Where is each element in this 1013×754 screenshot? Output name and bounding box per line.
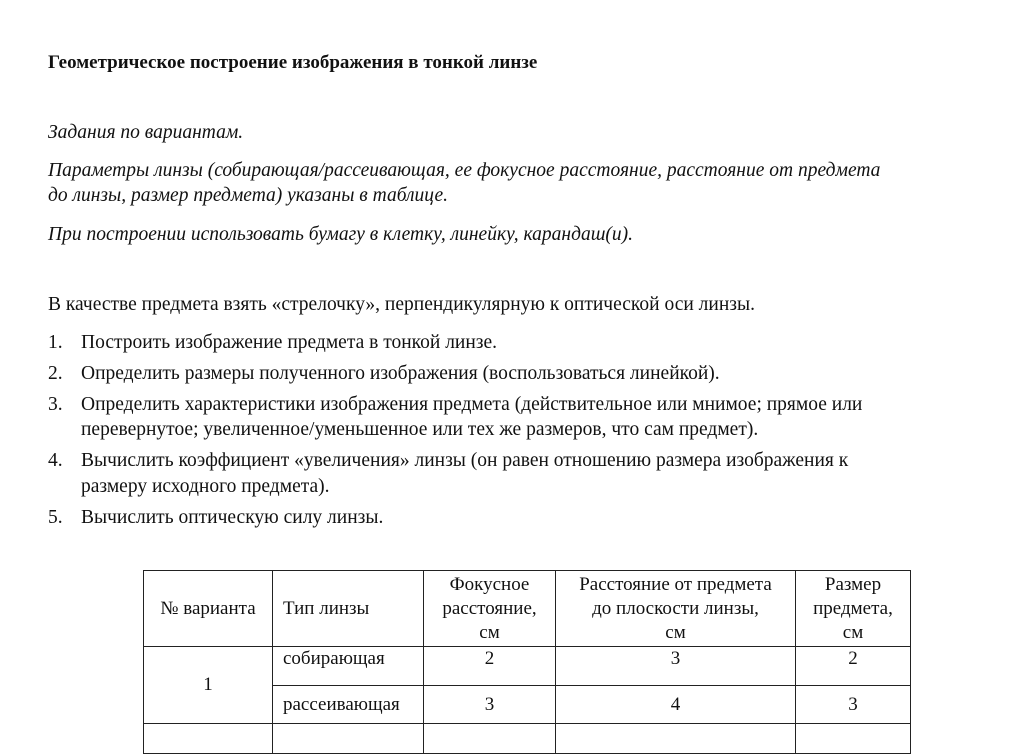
- list-number: 5.: [48, 507, 63, 528]
- intro-line: При построении использовать бумагу в клетку, линейку, карандаш(и).: [48, 224, 634, 245]
- cell-type: собирающая: [273, 647, 424, 686]
- header-text: см: [842, 621, 864, 643]
- list-number: 3.: [48, 394, 63, 415]
- intro-line: до линзы, размер предмета) указаны в таблице.: [48, 185, 449, 206]
- header-variant: [144, 571, 273, 647]
- cell-focal: 2: [424, 647, 556, 686]
- list-item: Определить характеристики изображения предмета (действительное или мнимое; прямое или: [81, 394, 863, 415]
- header-text: Фокусное: [449, 573, 530, 595]
- intro-line: Задания по вариантам.: [48, 122, 244, 143]
- header-text: Расстояние от предмета: [579, 573, 772, 595]
- variants-table: [143, 570, 911, 754]
- cell-type: рассеивающая: [273, 686, 424, 724]
- list-item-cont: размеру исходного предмета).: [81, 476, 330, 497]
- list-number: 4.: [48, 450, 63, 471]
- table-row-cut: [144, 724, 911, 754]
- cell-distance: 4: [556, 686, 796, 724]
- list-item: Построить изображение предмета в тонкой линзе.: [81, 332, 498, 353]
- header-text: см: [479, 621, 500, 643]
- cell-size: 3: [796, 686, 911, 724]
- list-item: Вычислить оптическую силу линзы.: [81, 507, 384, 528]
- header-distance: [556, 571, 796, 647]
- header-focal: [424, 571, 556, 647]
- header-text: до плоскости линзы,: [592, 597, 759, 619]
- header-text: расстояние,: [442, 597, 537, 619]
- header-text: предмета,: [813, 597, 893, 619]
- table-row: [144, 647, 911, 686]
- list-number: 1.: [48, 332, 63, 353]
- list-item: Вычислить коэффициент «увеличения» линзы (он равен отношению размера изображения к: [81, 450, 849, 471]
- header-text: Тип линзы: [283, 597, 370, 619]
- cell-focal: 3: [424, 686, 556, 724]
- header-text: см: [665, 621, 686, 643]
- header-text: Размер: [824, 573, 882, 595]
- list-number: 2.: [48, 363, 63, 384]
- intro-line: Параметры линзы (собирающая/рассеивающая, ее фокусное расстояние, расстояние от предмета: [48, 160, 881, 181]
- cell-distance: 3: [556, 647, 796, 686]
- cell-size: 2: [796, 647, 911, 686]
- list-item-cont: перевернутое; увеличенное/уменьшенное или тех же размеров, что сам предмет).: [81, 419, 759, 440]
- document-title: Геометрическое построение изображения в тонкой линзе: [48, 52, 538, 73]
- header-text: № варианта: [160, 597, 256, 619]
- header-lens-type: [273, 571, 424, 647]
- lead-paragraph: В качестве предмета взять «стрелочку», перпендикулярную к оптической оси линзы.: [48, 294, 755, 315]
- header-size: [796, 571, 911, 647]
- list-item: Определить размеры полученного изображения (воспользоваться линейкой).: [81, 363, 720, 384]
- table-header-row: [144, 571, 911, 647]
- cell-variant: 1: [144, 647, 273, 724]
